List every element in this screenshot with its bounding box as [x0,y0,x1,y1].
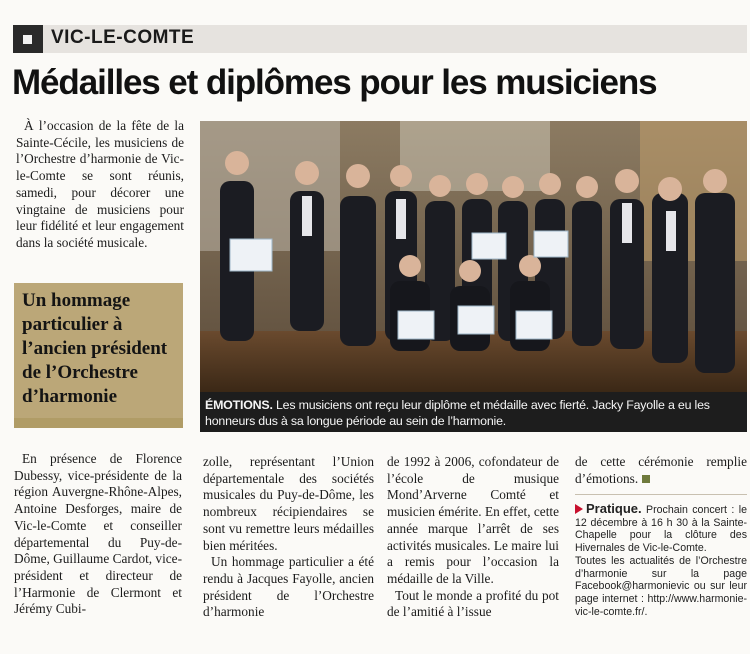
practical-text-2: Toutes les actualités de l’Orchestre d’harmonie sur la page Facebook@harmonievic ou sur leur page internet : http://www.harmonie-vic-le-comte.fr/. [575,554,747,618]
body-column-3 [387,454,559,621]
photo-caption-text: Les musiciens ont reçu leur diplôme et médaille avec fierté. Jacky Fayolle a eu les honneurs dus à sa longue période au sein de l’harmonie. [205,398,710,428]
body-column-3-paragraph-1: de 1992 à 2006, cofondateur de l’école de musique Mond’Arverne Comté et musicien émérite. En effet, cette année marque l’arrêt de ses activités musicales. Le maire lui a remis pour l’occasion la médaille de la Ville. [387,454,559,586]
practical-title: Pratique. [586,501,642,516]
section-square-inner [23,35,32,44]
body-column-2-paragraph-2: Un hommage particulier a été rendu à Jacques Fayolle, ancien président de l’Orchestre d’harmonie [203,554,374,620]
pull-quote-text: Un hommage particulier à l’ancien président de l’Orchestre d’harmonie [22,290,168,407]
body-column-3-paragraph-2: Tout le monde a profité du pot de l’amitié à l’issue [387,587,559,620]
body-column-1-text: En présence de Florence Dubessy, vice-présidente de la région Auvergne-Rhône-Alpes, Antoine Desforges, maire de Vic-le-Comte et conseiller départemental du Puy-de-Dôme, Guillaume Cardot, vice-président et directeur de l’Harmonie de Clermont et Jérémy Cubi- [14,451,183,617]
body-column-4-text: de cette cérémonie remplie d’émotions. [575,454,747,486]
practical-box [575,503,747,618]
body-column-1 [14,451,182,618]
body-column-2 [203,454,374,621]
body-column-4 [575,454,747,487]
headline: Médailles et diplômes pour les musiciens [12,63,657,102]
photo-caption-lead: ÉMOTIONS. [205,398,273,412]
arrow-right-icon [575,504,583,514]
practical-text-1: Prochain concert : le 12 décembre à 16 h 30 à la Sainte-Chapelle pour la clôture des Hivernales de Vic-le-Comte. [575,504,747,555]
group-photo-illustration [200,121,747,392]
photo-caption [205,397,742,429]
practical-separator [575,494,747,495]
pull-quote-bottom-bar [14,418,183,428]
end-of-article-icon [642,475,650,483]
section-label: VIC-LE-COMTE [51,27,195,48]
body-column-2-paragraph-1: zolle, représentant l’Union départementale des sociétés musicales du Puy-de-Dôme, les nombreux récipiendaires se sont vu remettre leurs médailles bien méritées. [203,454,374,553]
intro-paragraph: À l’occasion de la fête de la Sainte-Cécile, les musiciens de l’Orchestre d’harmonie de Vic-le-Comte se sont réunis, samedi, pour décorer une vingtaine de musiciens pour leur fidélité et leur engagement dans la société musicale. [16,118,184,250]
group-photo [200,121,747,392]
